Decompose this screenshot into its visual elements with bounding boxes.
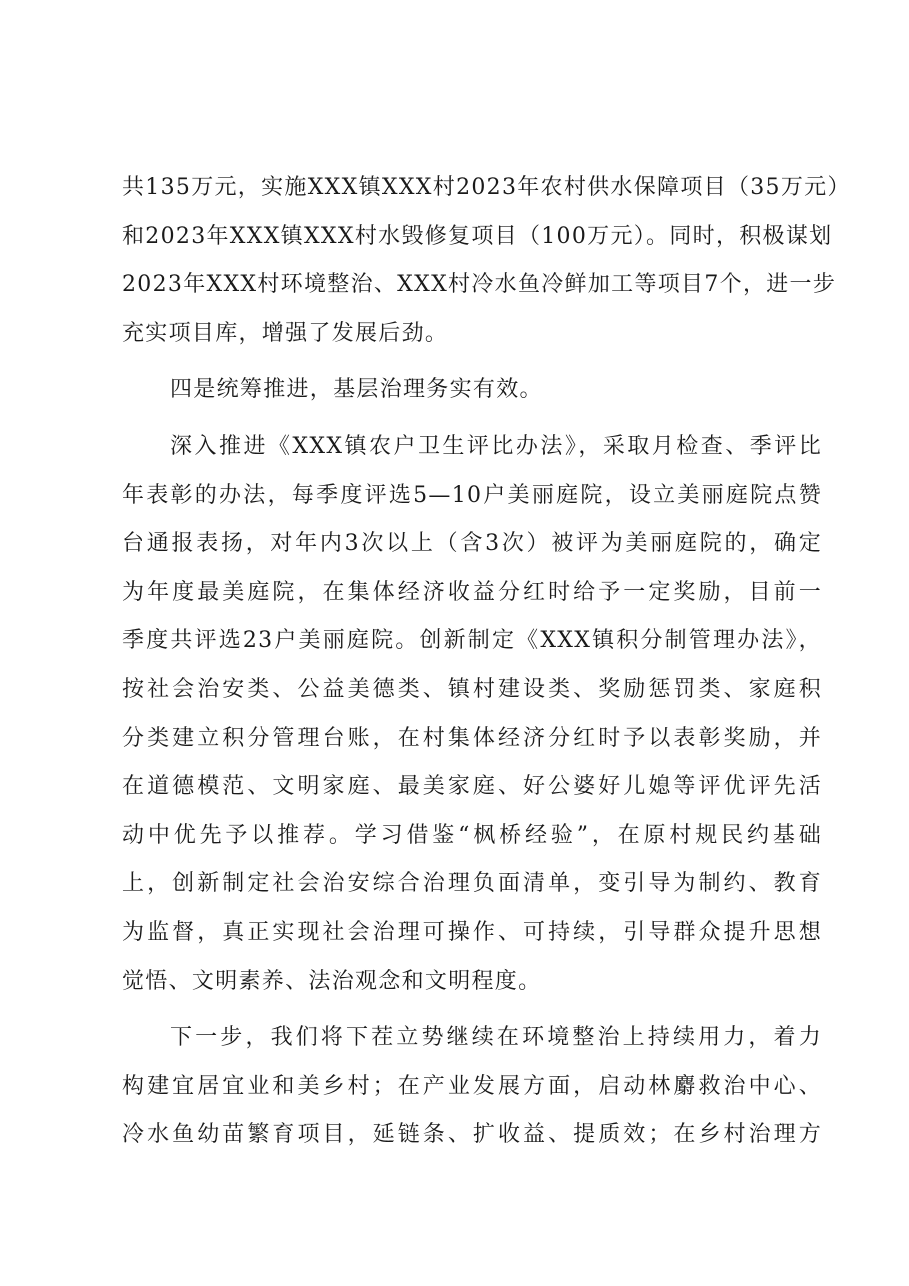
text-line: 和2023年XXX镇XXX村水毁修复项目（100万元）。同时，积极谋划 (122, 223, 833, 249)
paragraph-governance-details (122, 423, 822, 1006)
text-line: 在道德模范、文明家庭、最美家庭、好公婆好儿媳等评优评先活 (122, 774, 822, 800)
text-line: 台通报表扬，对年内3次以上（含3次）被评为美丽庭院的，确定 (122, 531, 822, 557)
text-line: 年表彰的办法，每季度评选5—10户美丽庭院，设立美丽庭院点赞 (122, 482, 822, 508)
section-heading-governance (122, 366, 822, 415)
paragraph-gap (122, 358, 822, 366)
text-line: 上，创新制定社会治安综合治理负面清单，变引导为制约、教育 (122, 871, 822, 897)
text-line: 深入推进《XXX镇农户卫生评比办法》，采取月检查、季评比 (170, 433, 822, 459)
text-line: 2023年XXX村环境整治、XXX村冷水鱼冷鲜加工等项目7个，进一步 (122, 272, 837, 298)
text-line: 充实项目库，增强了发展后劲。 (122, 320, 449, 346)
section-heading: 四是统筹推进，基层治理务实有效。 (170, 377, 543, 403)
text-line: 冷水鱼幼苗繁育项目，延链条、扩收益、提质效；在乡村治理方 (122, 1122, 822, 1148)
document-body (122, 164, 851, 1160)
paragraph-project-funding (122, 164, 851, 358)
text-line: 觉悟、文明素养、法治观念和文明程度。 (122, 968, 542, 994)
paragraph-gap (122, 1006, 822, 1014)
text-line: 为监督，真正实现社会治理可操作、可持续，引导群众提升思想 (122, 919, 822, 945)
text-line: 动中优先予以推荐。学习借鉴“枫桥经验”，在原村规民约基础 (122, 822, 822, 848)
paragraph-gap (122, 415, 822, 423)
paragraph-next-steps (122, 1014, 822, 1160)
text-line: 为年度最美庭院，在集体经济收益分红时给予一定奖励，目前一 (122, 579, 822, 605)
text-line: 下一步，我们将下茬立势继续在环境整治上持续用力，着力 (170, 1025, 822, 1051)
text-line: 按社会治安类、公益美德类、镇村建设类、奖励惩罚类、家庭积 (122, 676, 822, 702)
text-line: 共135万元，实施XXX镇XXX村2023年农村供水保障项目（35万元） (122, 175, 851, 200)
text-line: 季度共评选23户美丽庭院。创新制定《XXX镇积分制管理办法》， (122, 628, 822, 654)
text-line: 构建宜居宜业和美乡村；在产业发展方面，启动林麝救治中心、 (122, 1073, 822, 1099)
text-line: 分类建立积分管理台账，在村集体经济分红时予以表彰奖励，并 (122, 725, 822, 751)
